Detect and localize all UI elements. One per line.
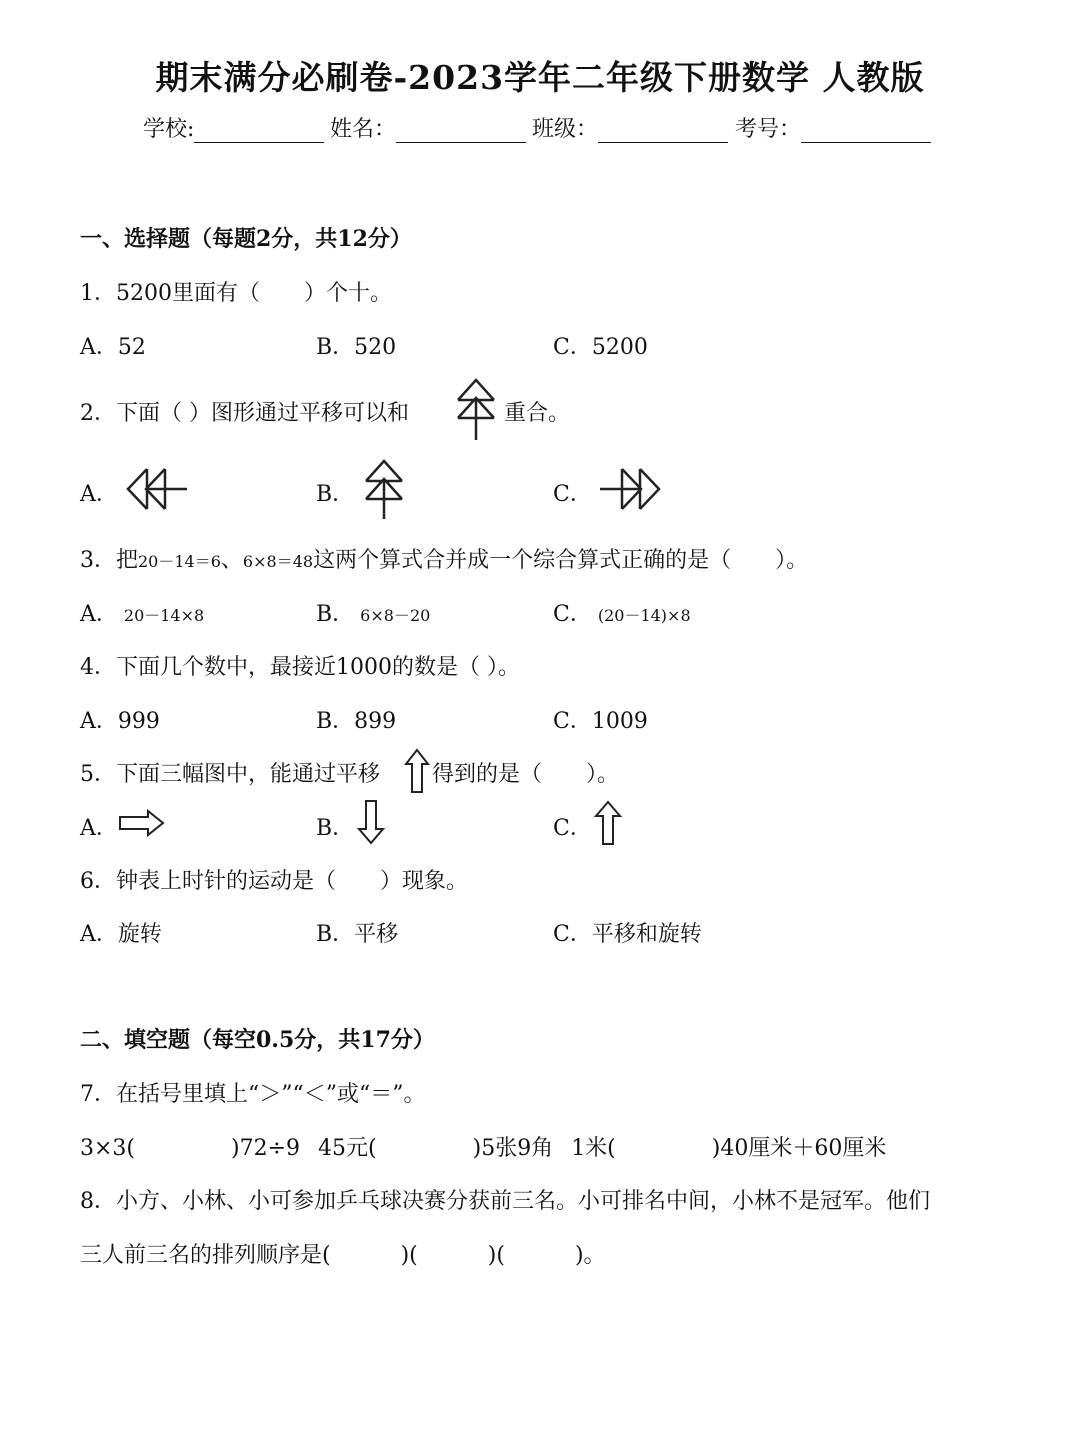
q8-line1: 8．小方、小林、小可参加乒乓球决赛分获前三名。小可排名中间，小林不是冠军。他们 <box>80 1189 930 1214</box>
q3-expr1: 20－14＝6 <box>138 552 221 571</box>
exam-no-blank[interactable] <box>801 118 931 143</box>
q8-line2 <box>80 1238 606 1269</box>
section2-title: 二、填空题（每空0.5分，共17分） <box>80 1027 435 1053</box>
q8-line2-text: 三人前三名的排列顺序是( <box>80 1243 331 1268</box>
q6-stem: 6．钟表上时针的运动是（ ）现象。 <box>80 869 468 894</box>
up-arrow-icon <box>404 748 430 794</box>
q4-stem: 4．下面几个数中，最接近1000的数是（ ）。 <box>80 655 520 680</box>
q4-option-b[interactable]: B．899 <box>316 709 397 734</box>
q3-option-c-expr: (20－14)×8 <box>597 606 691 625</box>
exam-no-field <box>735 112 931 143</box>
q1-stem: 1．5200里面有（ ）个十。 <box>80 281 392 306</box>
name-blank[interactable] <box>396 118 526 143</box>
right-arrow-icon <box>118 809 166 837</box>
q3-stem-pre: 3．把 <box>80 548 138 573</box>
q3-stem-post: 这两个算式合并成一个综合算式正确的是（ ）。 <box>313 548 809 573</box>
q5-option-c[interactable]: C． <box>553 816 592 841</box>
q6-option-c[interactable]: C．平移和旋转 <box>553 922 702 947</box>
q5-option-b[interactable]: B． <box>316 816 355 841</box>
q3-option-c[interactable] <box>553 597 691 628</box>
school-label: 学校: <box>143 117 195 142</box>
exam-no-label: 考号： <box>735 117 802 142</box>
q2-stem-pre: 2．下面（ ）图形通过平移可以和 <box>80 401 409 426</box>
q3-sep: 、 <box>220 548 243 573</box>
class-blank[interactable] <box>598 118 728 143</box>
q7-item-1-left: 3×3( <box>80 1136 136 1161</box>
q2-stem-post: 重合。 <box>504 401 571 426</box>
name-label: 姓名： <box>330 117 397 142</box>
q4-option-a[interactable]: A．999 <box>80 709 160 734</box>
q7-item-3-right: )40厘米＋60厘米 <box>711 1136 887 1161</box>
q7-items <box>80 1131 886 1162</box>
q1-option-b[interactable]: B．520 <box>316 335 397 360</box>
q5-stem-post: 得到的是（ ）。 <box>432 762 620 787</box>
q8-paren-1: )( <box>400 1243 418 1268</box>
q3-option-b-label: B． <box>316 602 355 627</box>
q1-option-c[interactable]: C．5200 <box>553 335 648 360</box>
q7-stem: 7．在括号里填上“＞”“＜”或“＝”。 <box>80 1082 426 1107</box>
q3-option-a-expr: 20－14×8 <box>123 606 205 625</box>
q7-item-1-right: )72÷9 <box>231 1136 301 1161</box>
q7-item-3-left: 1米( <box>571 1136 616 1161</box>
school-field <box>143 112 324 143</box>
q5-option-a[interactable]: A． <box>80 816 118 841</box>
up-arrow-option-icon <box>594 800 622 846</box>
q3-option-a[interactable] <box>80 597 204 628</box>
school-blank[interactable] <box>194 118 324 143</box>
section1-title: 一、选择题（每题2分，共12分） <box>80 226 412 252</box>
down-arrow-icon <box>357 799 385 845</box>
page-title: 期末满分必刷卷-2023学年二年级下册数学 人教版 <box>155 58 925 97</box>
q6-option-a[interactable]: A．旋转 <box>80 922 162 947</box>
class-field <box>532 112 728 143</box>
q1-option-a[interactable]: A．52 <box>80 335 146 360</box>
q3-expr2: 6×8＝48 <box>242 552 314 571</box>
class-label: 班级： <box>532 117 599 142</box>
q3-stem <box>80 543 808 574</box>
q4-option-c[interactable]: C．1009 <box>553 709 648 734</box>
q3-option-b-expr: 6×8－20 <box>360 606 431 625</box>
q3-option-c-label: C． <box>553 602 592 627</box>
name-field <box>330 112 526 143</box>
q6-option-b[interactable]: B．平移 <box>316 922 399 947</box>
q2-option-b[interactable]: B． <box>316 482 355 507</box>
tree-rotated-left-icon <box>125 466 189 512</box>
tree-upright-icon <box>360 459 410 521</box>
q3-option-a-label: A． <box>80 602 118 627</box>
q5-stem-pre: 5．下面三幅图中，能通过平移 <box>80 762 380 787</box>
q3-option-b[interactable] <box>316 597 430 628</box>
tree-shape-icon <box>452 378 502 442</box>
q7-item-2-left: 45元( <box>318 1136 377 1161</box>
q7-item-2-right: )5张9角 <box>472 1136 554 1161</box>
tree-rotated-right-icon <box>598 466 662 512</box>
q8-paren-2: )( <box>487 1243 505 1268</box>
q2-option-c[interactable]: C． <box>553 482 592 507</box>
q8-paren-3: )。 <box>574 1243 606 1268</box>
q2-option-a[interactable]: A． <box>80 482 118 507</box>
